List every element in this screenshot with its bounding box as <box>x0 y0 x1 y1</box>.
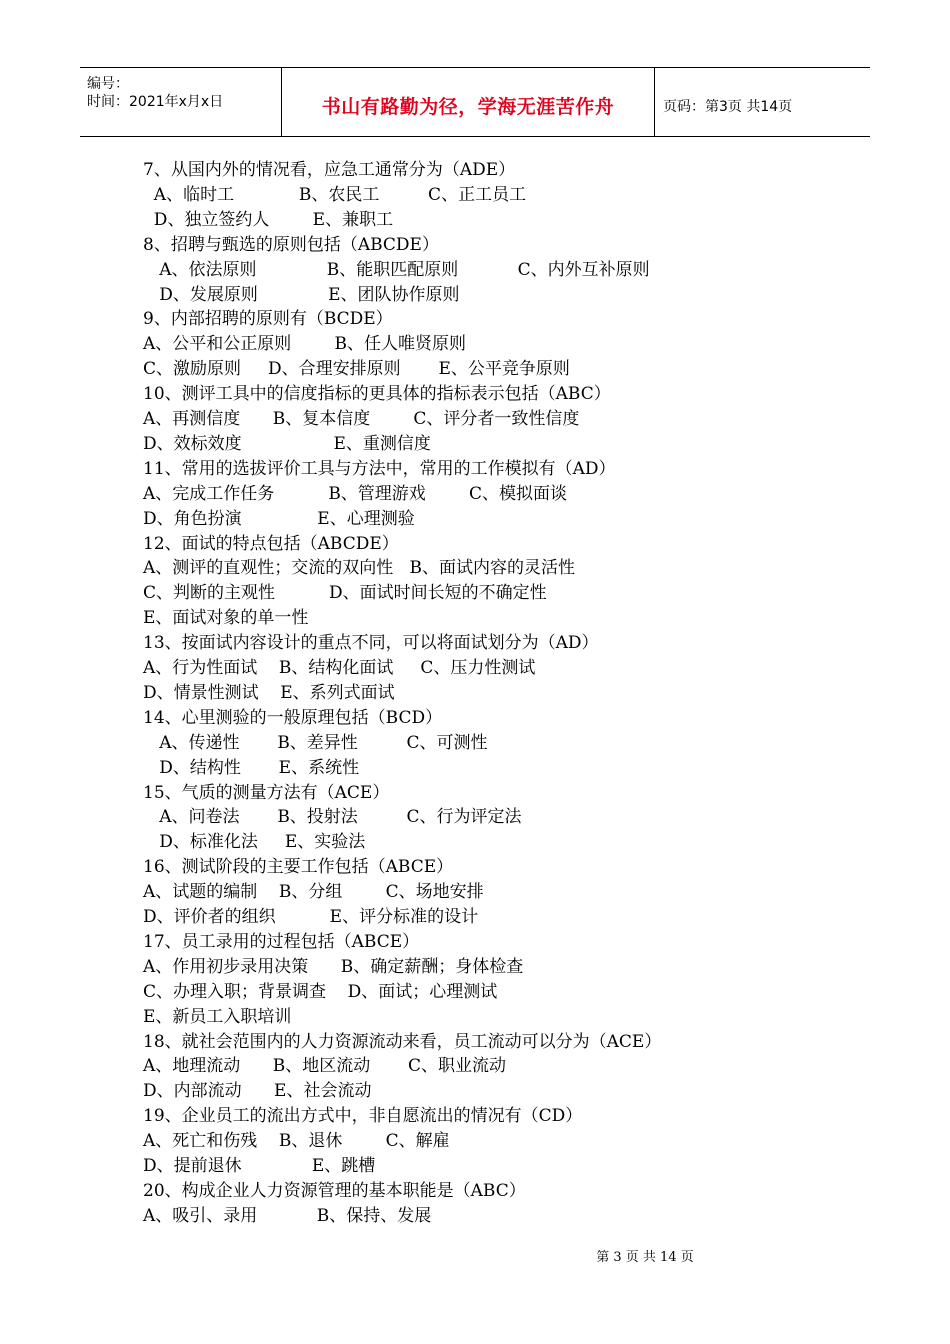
header-motto: 书山有路勤为径，学海无涯苦作舟 <box>321 96 615 118</box>
text-line: A、作用初步录用决策 B、确定薪酬；身体检查 <box>143 956 524 977</box>
text-line: E、面试对象的单一性 <box>143 608 309 629</box>
text-line: D、标准化法 E、实验法 <box>143 832 366 853</box>
text-line: D、内部流动 E、社会流动 <box>143 1081 372 1102</box>
text-line: 19、企业员工的流出方式中，非自愿流出的情况有（CD） <box>143 1106 583 1127</box>
text-line: 17、员工录用的过程包括（ABCE） <box>143 931 420 952</box>
text-line: D、发展原则 E、团队协作原则 <box>143 284 460 305</box>
text-line: A、再测信度 B、复本信度 C、评分者一致性信度 <box>143 409 580 429</box>
text-line: D、评价者的组织 E、评分标准的设计 <box>143 907 479 927</box>
text-line: A、地理流动 B、地区流动 C、职业流动 <box>143 1056 507 1077</box>
text-line: 9、内部招聘的原则有（BCDE） <box>143 309 393 330</box>
text-line: 15、气质的测量方法有（ACE） <box>143 782 390 803</box>
text-line: A、死亡和伤残 B、退休 C、解雇 <box>143 1131 450 1152</box>
text-line: D、结构性 E、系统性 <box>143 757 360 778</box>
text-line: D、提前退休 E、跳槽 <box>143 1156 376 1176</box>
text-line: 8、招聘与甄选的原则包括（ABCDE） <box>143 234 439 255</box>
text-line: A、公平和公正原则 B、任人唯贤原则 <box>143 334 466 355</box>
text-line: 16、测试阶段的主要工作包括（ABCE） <box>143 857 454 878</box>
document-number-label: 编号： <box>87 76 129 92</box>
text-line: 10、测评工具中的信度指标的更具体的指标表示包括（ABC） <box>143 384 611 405</box>
text-line: E、新员工入职培训 <box>143 1006 292 1027</box>
text-line: A、试题的编制 B、分组 C、场地安排 <box>143 882 484 903</box>
text-line: A、行为性面试 B、结构化面试 C、压力性测试 <box>143 658 536 678</box>
text-line: A、完成工作任务 B、管理游戏 C、模拟面谈 <box>143 483 568 504</box>
text-line: A、问卷法 B、投射法 C、行为评定法 <box>143 807 522 828</box>
text-line: 14、心里测验的一般原理包括（BCD） <box>143 707 443 728</box>
header-page-info: 页码：第3页 共14页 <box>663 99 793 115</box>
text-line: C、判断的主观性 D、面试时间长短的不确定性 <box>143 583 547 604</box>
text-line: A、传递性 B、差异性 C、可测性 <box>143 732 488 753</box>
text-line: 7、从国内外的情况看，应急工通常分为（ADE） <box>143 160 516 180</box>
footer-page-number: 第 3 页 共 14 页 <box>596 1250 694 1265</box>
page-footer <box>0 1246 950 1265</box>
text-line: 18、就社会范围内的人力资源流动来看，员工流动可以分为（ACE） <box>143 1031 662 1052</box>
text-line: D、情景性测试 E、系列式面试 <box>143 682 395 703</box>
text-line: A、测评的直观性；交流的双向性 B、面试内容的灵活性 <box>143 558 575 579</box>
text-line: C、办理入职；背景调查 D、面试；心理测试 <box>143 981 498 1002</box>
text-line: A、依法原则 B、能职匹配原则 C、内外互补原则 <box>143 259 650 280</box>
text-line: 12、面试的特点包括（ABCDE） <box>143 533 399 554</box>
text-line: D、角色扮演 E、心理测验 <box>143 508 415 529</box>
text-line: 20、构成企业人力资源管理的基本职能是（ABC） <box>143 1180 526 1201</box>
text-line: C、激励原则 D、合理安排原则 E、公平竞争原则 <box>143 359 570 380</box>
document-date-label: 时间：2021年x月x日 <box>87 94 224 110</box>
text-line: A、临时工 B、农民工 C、正工员工 <box>143 184 527 205</box>
text-line: D、独立签约人 E、兼职工 <box>143 209 394 230</box>
text-line: 13、按面试内容设计的重点不同，可以将面试划分为（AD） <box>143 633 599 654</box>
text-line: A、吸引、录用 B、保持、发展 <box>143 1205 432 1226</box>
text-line: D、效标效度 E、重测信度 <box>143 433 431 454</box>
text-line: 11、常用的选拔评价工具与方法中，常用的工作模拟有（AD） <box>143 458 616 479</box>
